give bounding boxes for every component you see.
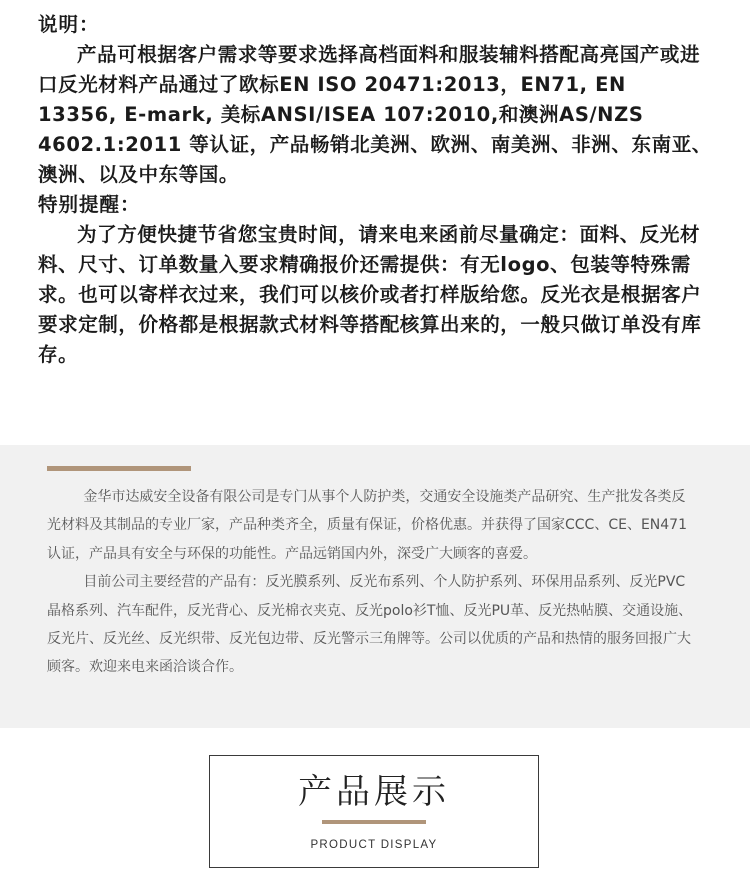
company-paragraph-1: 金华市达威安全设备有限公司是专门从事个人防护类，交通安全设施类产品研究、生产批发各类反光材料及其制品的专业厂家，产品种类齐全，质量有保证，价格优惠。并获得了国家CCC、CE、EN471认证，产品具有安全与环保的功能性。产品远销国内外，深受广大顾客的喜爱。 xyxy=(47,489,687,562)
special-notice-body: 为了方便快捷节省您宝贵时间，请来电来函前尽量确定：面料、反光材料、尺寸、订单数量入要求精确报价还需提供：有无logo、包装等特殊需求。也可以寄样衣过来，我们可以核价或者打样版给您。反光衣是根据客户要求定制，价格都是根据款式材料等搭配核算出来的，一般只做订单没有库存。 xyxy=(38,223,702,366)
showcase-subtitle: PRODUCT DISPLAY xyxy=(310,839,438,851)
product-showcase-heading xyxy=(209,755,539,868)
accent-bar xyxy=(47,466,191,471)
company-intro xyxy=(47,483,697,682)
notes-title: 说明： xyxy=(38,13,100,36)
notes-body: 产品可根据客户需求等要求选择高档面料和服装辅料搭配高亮国产或进口反光材料产品通过了欧标EN ISO 20471:2013，EN71, EN 13356, E-mark, 美标ANSI/ISEA 107:2010,和澳洲AS/NZS 4602.1:2011 等认证，产品畅销北美洲、欧洲、南美洲、非洲、东南亚、澳洲、以及中东等国。 xyxy=(38,43,712,186)
notes-section xyxy=(38,10,712,370)
special-notice-title: 特别提醒： xyxy=(38,193,141,216)
showcase-title: 产品展示 xyxy=(298,772,450,812)
showcase-divider xyxy=(322,820,426,824)
company-paragraph-2: 目前公司主要经营的产品有：反光膜系列、反光布系列、个人防护系列、环保用品系列、反光PVC晶格系列、汽车配件，反光背心、反光棉衣夹克、反光polo衫T恤、反光PU革、反光热帖膜、交通设施、反光片、反光丝、反光织带、反光包边带、反光警示三角牌等。公司以优质的产品和热情的服务回报广大顾客。欢迎来电来函洽谈合作。 xyxy=(47,574,693,676)
company-intro-band xyxy=(0,445,750,728)
